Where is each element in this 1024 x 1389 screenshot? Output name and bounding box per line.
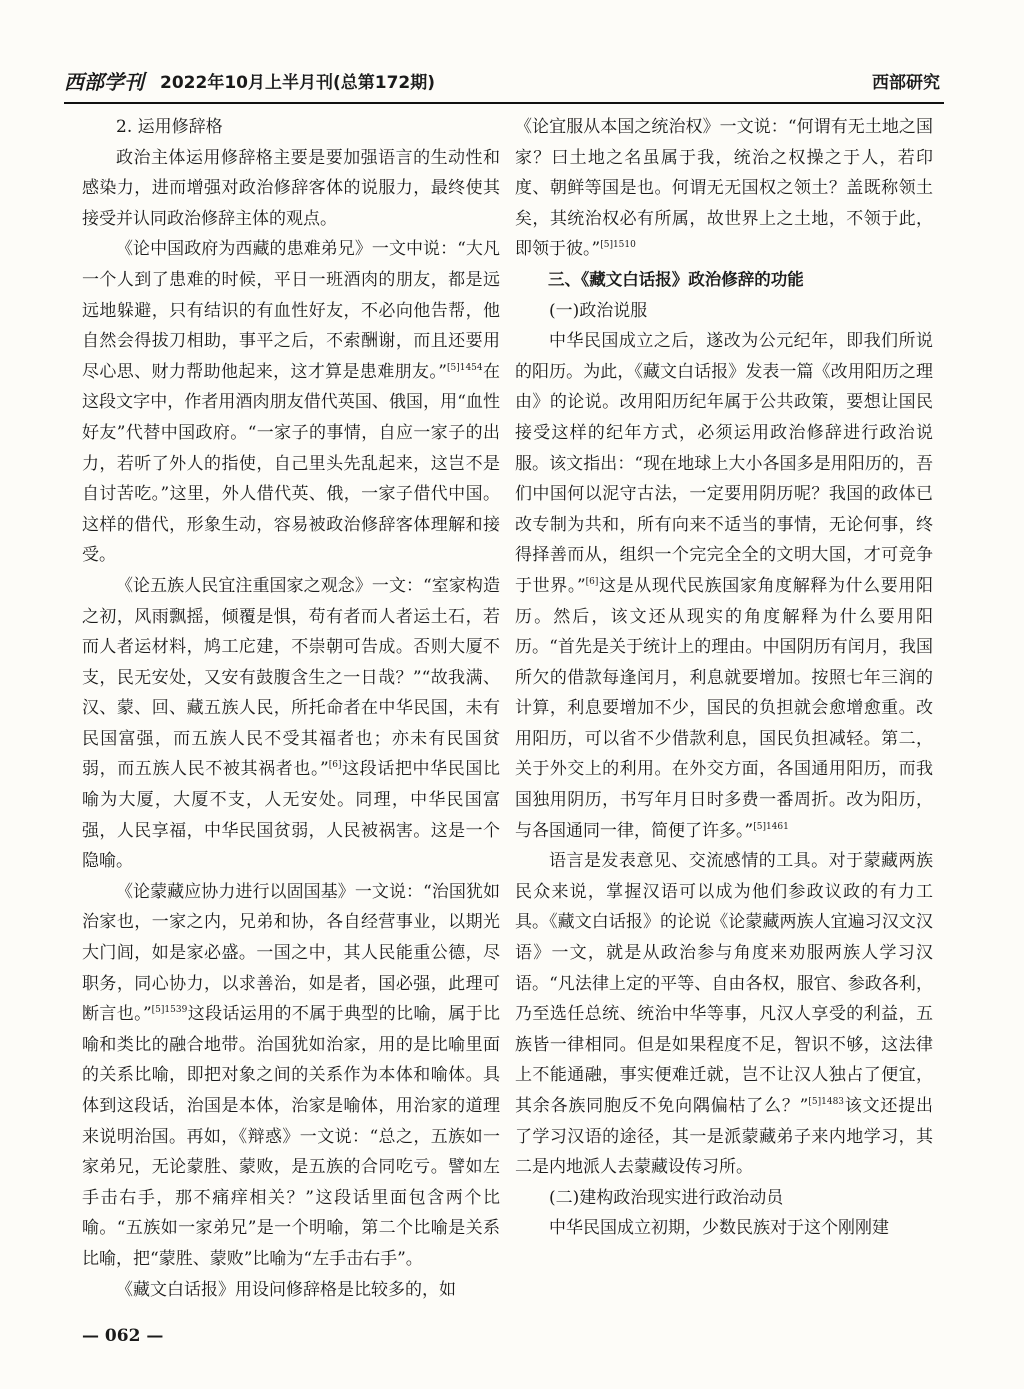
citation: [5]1483 [808,1097,845,1107]
paragraph: 政治主体运用修辞格主要是要加强语言的生动性和感染力，进而增强对政治修辞客体的说服力，最终使其接受并认同政治修辞主体的观点。 [82,147,500,229]
citation: [5]1461 [753,821,789,832]
paragraph: 中华民国成立之后，遂改为公元纪年，即我们所说的阳历。为此，《藏文白话报》发表一篇《改用阳历之理由》的论说。改用阳历纪年属于公共政策，要想让国民接受这样的纪年方式，必须运用政治修辞进行政治说服。该文指出：“现在地球上大小各国多是用阳历的，吾们中国何以泥守古法，一定要用阴历呢？我国的政体已改专制为共和，所有向来不适当的事情，无论何事，终得择善而从，组织一个完完全全的文明大国，才可竞争于世界。”[6]这是从现代民族国家角度解释为什么要用阳历。然后，该文还从现实的角度解释为什么要用阳历。“首先是关于统计上的理由。中国阴历有闰月，我国所欠的借款每逢闰月，利息就要增加。按照七年三润的计算，利息要增加不少，国民的负担就会愈增愈重。改用阳历，可以省不少借款利息，国民负担减轻。第二，关于外交上的利用。在外交方面，各国通用阳历，而我国独用阴历，书写年月日时多费一番周折。改为阳历，与各国通同一律，简便了许多。”$^{[5]1461}$ [515,331,933,841]
left-column [82,112,500,1305]
citation: [6] [328,760,342,771]
running-header [64,64,944,104]
citation: [5]1539 [151,1005,188,1016]
paragraph: 《论中国政府为西藏的患难弟兄》一文中说：“大凡一个人到了患难的时候，平日一班酒肉的朋友，都是远远地躲避，只有结识的有血性好友，不必向他告帮，他自然会得拔刀相助，事平之后，不索酬谢，而且还要用尽心思、财力帮助他起来，这才算是患难朋友。”$^{[5]1454}$在这段文字中，作者用酒肉朋友借代英国、俄国，用“血性好友”代替中国政府。“一家子的事情，自应一家子的出力，若听了外人的指使，自己里头先乱起来，这岂不是自讨苦吃。”这里，外人借代英、俄，一家子借代中国。这样的借代，形象生动，容易被政治修辞客体理解和接受。 [82,239,500,566]
paragraph: 《论宜服从本国之统治权》一文说：“何谓有无土地之国家？曰土地之名虽属于我，统治之权操之于人，若印度、朝鲜等国是也。何谓无无国权之领土？盖既称领土矣，其统治权必有所属，故世界上之土地，不领于此，即领于彼。”$^{[5]1510}$ [515,117,933,260]
issue-info: 2022年10月上半月刊(总第172期) [160,73,435,93]
paragraph: 《论蒙藏应协力进行以固国基》一文说：“治国犹如治家也，一家之内，兄弟和协，各自经营事业，以期光大门闾，如是家必盛。一国之中，其人民能重公德，尽职务，同心协力，以求善治，如是者，国必强，此理可断言也。”$^{[5]1539}$这段话运用的不属于典型的比喻，属于比喻和类比的融合地带。治国犹如治家，用的是比喻里面的关系比喻，即把对象之间的关系作为本体和喻体。具体到这段话，治国是本体，治家是喻体，用治家的道理来说明治国。再如，《辩惑》一文说：“总之，五族如一家弟兄，无论蒙胜、蒙败，是五族的合同吃亏。譬如左手击右手，那不痛痒相关？”这段话里面包含两个比喻。“五族如一家弟兄”是一个明喻，第二个比喻是关系比喻，把“蒙胜、蒙败”比喻为“左手击右手”。 [82,881,500,1269]
paragraph: 《藏文白话报》用设问修辞格是比较多的，如 [116,1279,456,1300]
paragraph: 《论五族人民宜注重国家之观念》一文：“室家构造之初，风雨飘摇，倾覆是惧，苟有者而人者运土石，若而人者运材料，鸠工庀建，不崇朝可告成。否则大厦不支，民无安处，又安有鼓腹含生之一日哉？”“故我满、汉、蒙、回、藏五族人民，所托命者在中华民国，未有民国富强，而五族人民不受其福者也；亦未有民国贫弱，而五族人民不被其祸者也。”[6]这段话把中华民国比喻为大厦，大厦不支，人无安处。同理，中华民国富强，人民享福，中华民国贫弱，人民被祸害。这是一个隐喻。 [82,575,500,872]
page-number: — 062 — [82,1326,164,1346]
paragraph: 语言是发表意见、交流感情的工具。对于蒙藏两族民众来说，掌握汉语可以成为他们参政议政的有力工具。《藏文白话报》的论说《论蒙藏两族人宜遍习汉文汉语》一文，就是从政治参与角度来劝服两族人学习汉语。“凡法律上定的平等、自由各权，服官、参政各利，乃至选任总统、统治中华等事，凡汉人享受的利益，五族皆一律相同。但是如果程度不足，智识不够，这法律上不能通融，事实便难迁就，岂不让汉人独占了便宜，其余各族同胞反不免向隅偏枯了么？”$^{[5]1483}$该文还提出了学习汉语的途径，其一是派蒙藏弟子来内地学习，其二是内地派人去蒙藏设传习所。 [515,851,933,1178]
subsection-heading: (二)建构政治现实进行政治动员 [549,1187,784,1208]
citation: [6] [585,576,599,587]
paragraph: 中华民国成立初期，少数民族对于这个刚刚建 [549,1218,889,1239]
right-column [515,112,933,1244]
subsection-heading: (一)政治说服 [549,300,648,321]
section-heading: 三、《藏文白话报》政治修辞的功能 [548,269,804,289]
section-title: 西部研究 [872,73,940,93]
citation: [5]1510 [600,240,636,251]
subsection-heading: 2. 运用修辞格 [116,117,223,137]
journal-logo: 西部学刊 [64,70,144,94]
citation: [5]1454 [446,362,483,373]
